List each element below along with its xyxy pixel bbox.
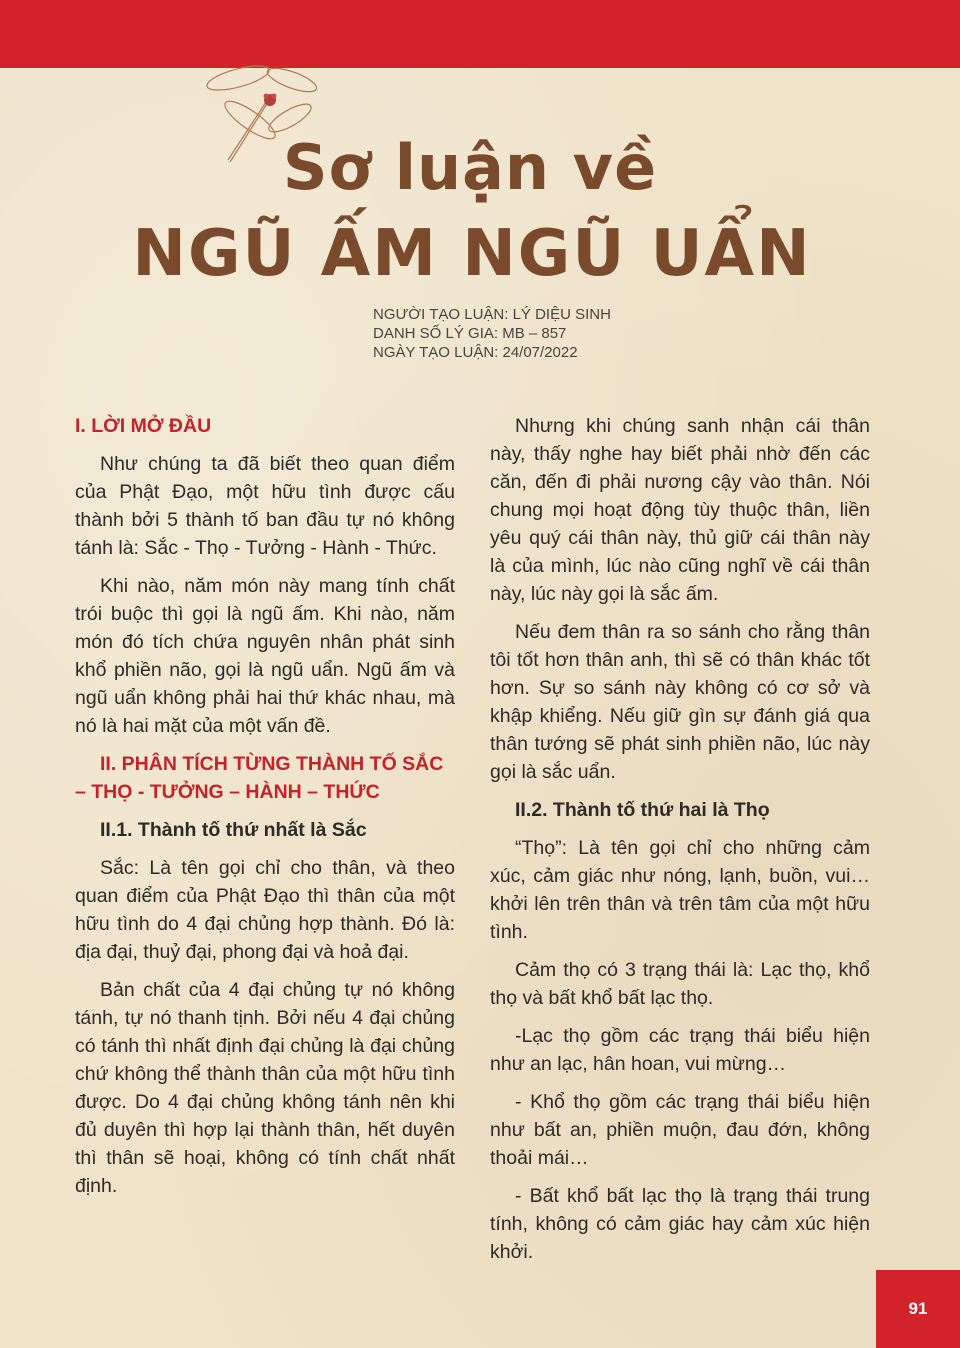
top-red-band (0, 0, 960, 68)
paragraph: Cảm thọ có 3 trạng thái là: Lạc thọ, khổ thọ và bất khổ bất lạc thọ. (490, 959, 870, 1009)
paragraph: Bản chất của 4 đại chủng tự nó không tánh, tự nó thanh tịnh. Bởi nếu 4 đại chủng có tánh thì nhất định đại chủng là đại chủng chứ không thể thành thân của một hữu tình được. Do 4 đại chủng không tánh nên khi đủ duyên thì hợp lại thành thân, hết duyên thì thân sẽ hoại, không có tính chất nhất định. (75, 979, 455, 1197)
article-meta (373, 305, 611, 362)
paragraph: - Khổ thọ gồm các trạng thái biểu hiện như bất an, phiền muộn, đau đớn, không thoải mái… (490, 1091, 870, 1169)
meta-date: NGÀY TẠO LUẬN: 24/07/2022 (373, 344, 578, 361)
right-column (490, 412, 870, 1276)
title-line-2: NGŨ ẤM NGŨ UẨN (132, 217, 812, 291)
page-number: 91 (876, 1270, 960, 1348)
paragraph: “Thọ”: Là tên gọi chỉ cho những cảm xúc, cảm giác như nóng, lạnh, buồn, vui… khởi lên trên thân và trên tâm của một hữu tình. (490, 837, 870, 943)
paragraph: Khi nào, năm món này mang tính chất trói buộc thì gọi là ngũ ấm. Khi nào, năm món đó tích chứa nguyên nhân phát sinh khổ phiền não, gọi là ngũ uẩn. Ngũ ấm và ngũ uẩn không phải hai thứ khác nhau, mà nó là hai mặt của một vấn đề. (75, 575, 455, 737)
paragraph: - Bất khổ bất lạc thọ là trạng thái trung tính, không có cảm giác hay cảm xúc hiện khởi. (490, 1185, 870, 1263)
subsection-heading-tho: II.2. Thành tố thứ hai là Thọ (515, 799, 770, 821)
section-heading-intro: I. LỜI MỞ ĐẦU (75, 415, 212, 437)
paragraph: -Lạc thọ gồm các trạng thái biểu hiện như an lạc, hân hoan, vui mừng… (490, 1025, 870, 1075)
paragraph: Nhưng khi chúng sanh nhận cái thân này, thấy nghe hay biết phải nhờ đến các căn, đến đi phải nương cậy vào thân. Nói chung mọi hoạt động tùy thuộc thân, liền yêu quý cái thân này, thủ giữ cái thân này là của mình, lúc nào cũng nghĩ về cái thân này, lúc này gọi là sắc ấm. (490, 415, 870, 605)
subsection-heading-sac: II.1. Thành tố thứ nhất là Sắc (100, 819, 367, 841)
paragraph: Nếu đem thân ra so sánh cho rằng thân tôi tốt hơn thân anh, thì sẽ có thân khác tốt hơn. Sự so sánh này không có cơ sở và khập khiểng. Nếu giữ gìn sự đánh giá qua thân tướng sẽ phát sinh phiền não, lúc này gọi là sắc uẩn. (490, 621, 870, 783)
title-line-1: Sơ luận về (282, 131, 658, 204)
left-column (75, 412, 455, 1210)
paragraph: Như chúng ta đã biết theo quan điểm của Phật Đạo, một hữu tình được cấu thành bởi 5 thành tố ban đầu tự nó không tánh là: Sắc - Thọ - Tưởng - Hành - Thức. (75, 453, 455, 559)
meta-author: NGƯỜI TẠO LUẬN: LÝ DIỆU SINH (373, 306, 611, 323)
section-heading-analysis: II. PHÂN TÍCH TỪNG THÀNH TỐ SẮC – THỌ - TƯỞNG – HÀNH – THỨC (75, 753, 444, 803)
paragraph: Sắc: Là tên gọi chỉ cho thân, và theo quan điểm của Phật Đạo thì thân của một hữu tình do 4 đại chủng hợp thành. Đó là: địa đại, thuỷ đại, phong đại và hoả đại. (75, 857, 455, 963)
meta-id: DANH SỐ LÝ GIA: MB – 857 (373, 325, 567, 342)
